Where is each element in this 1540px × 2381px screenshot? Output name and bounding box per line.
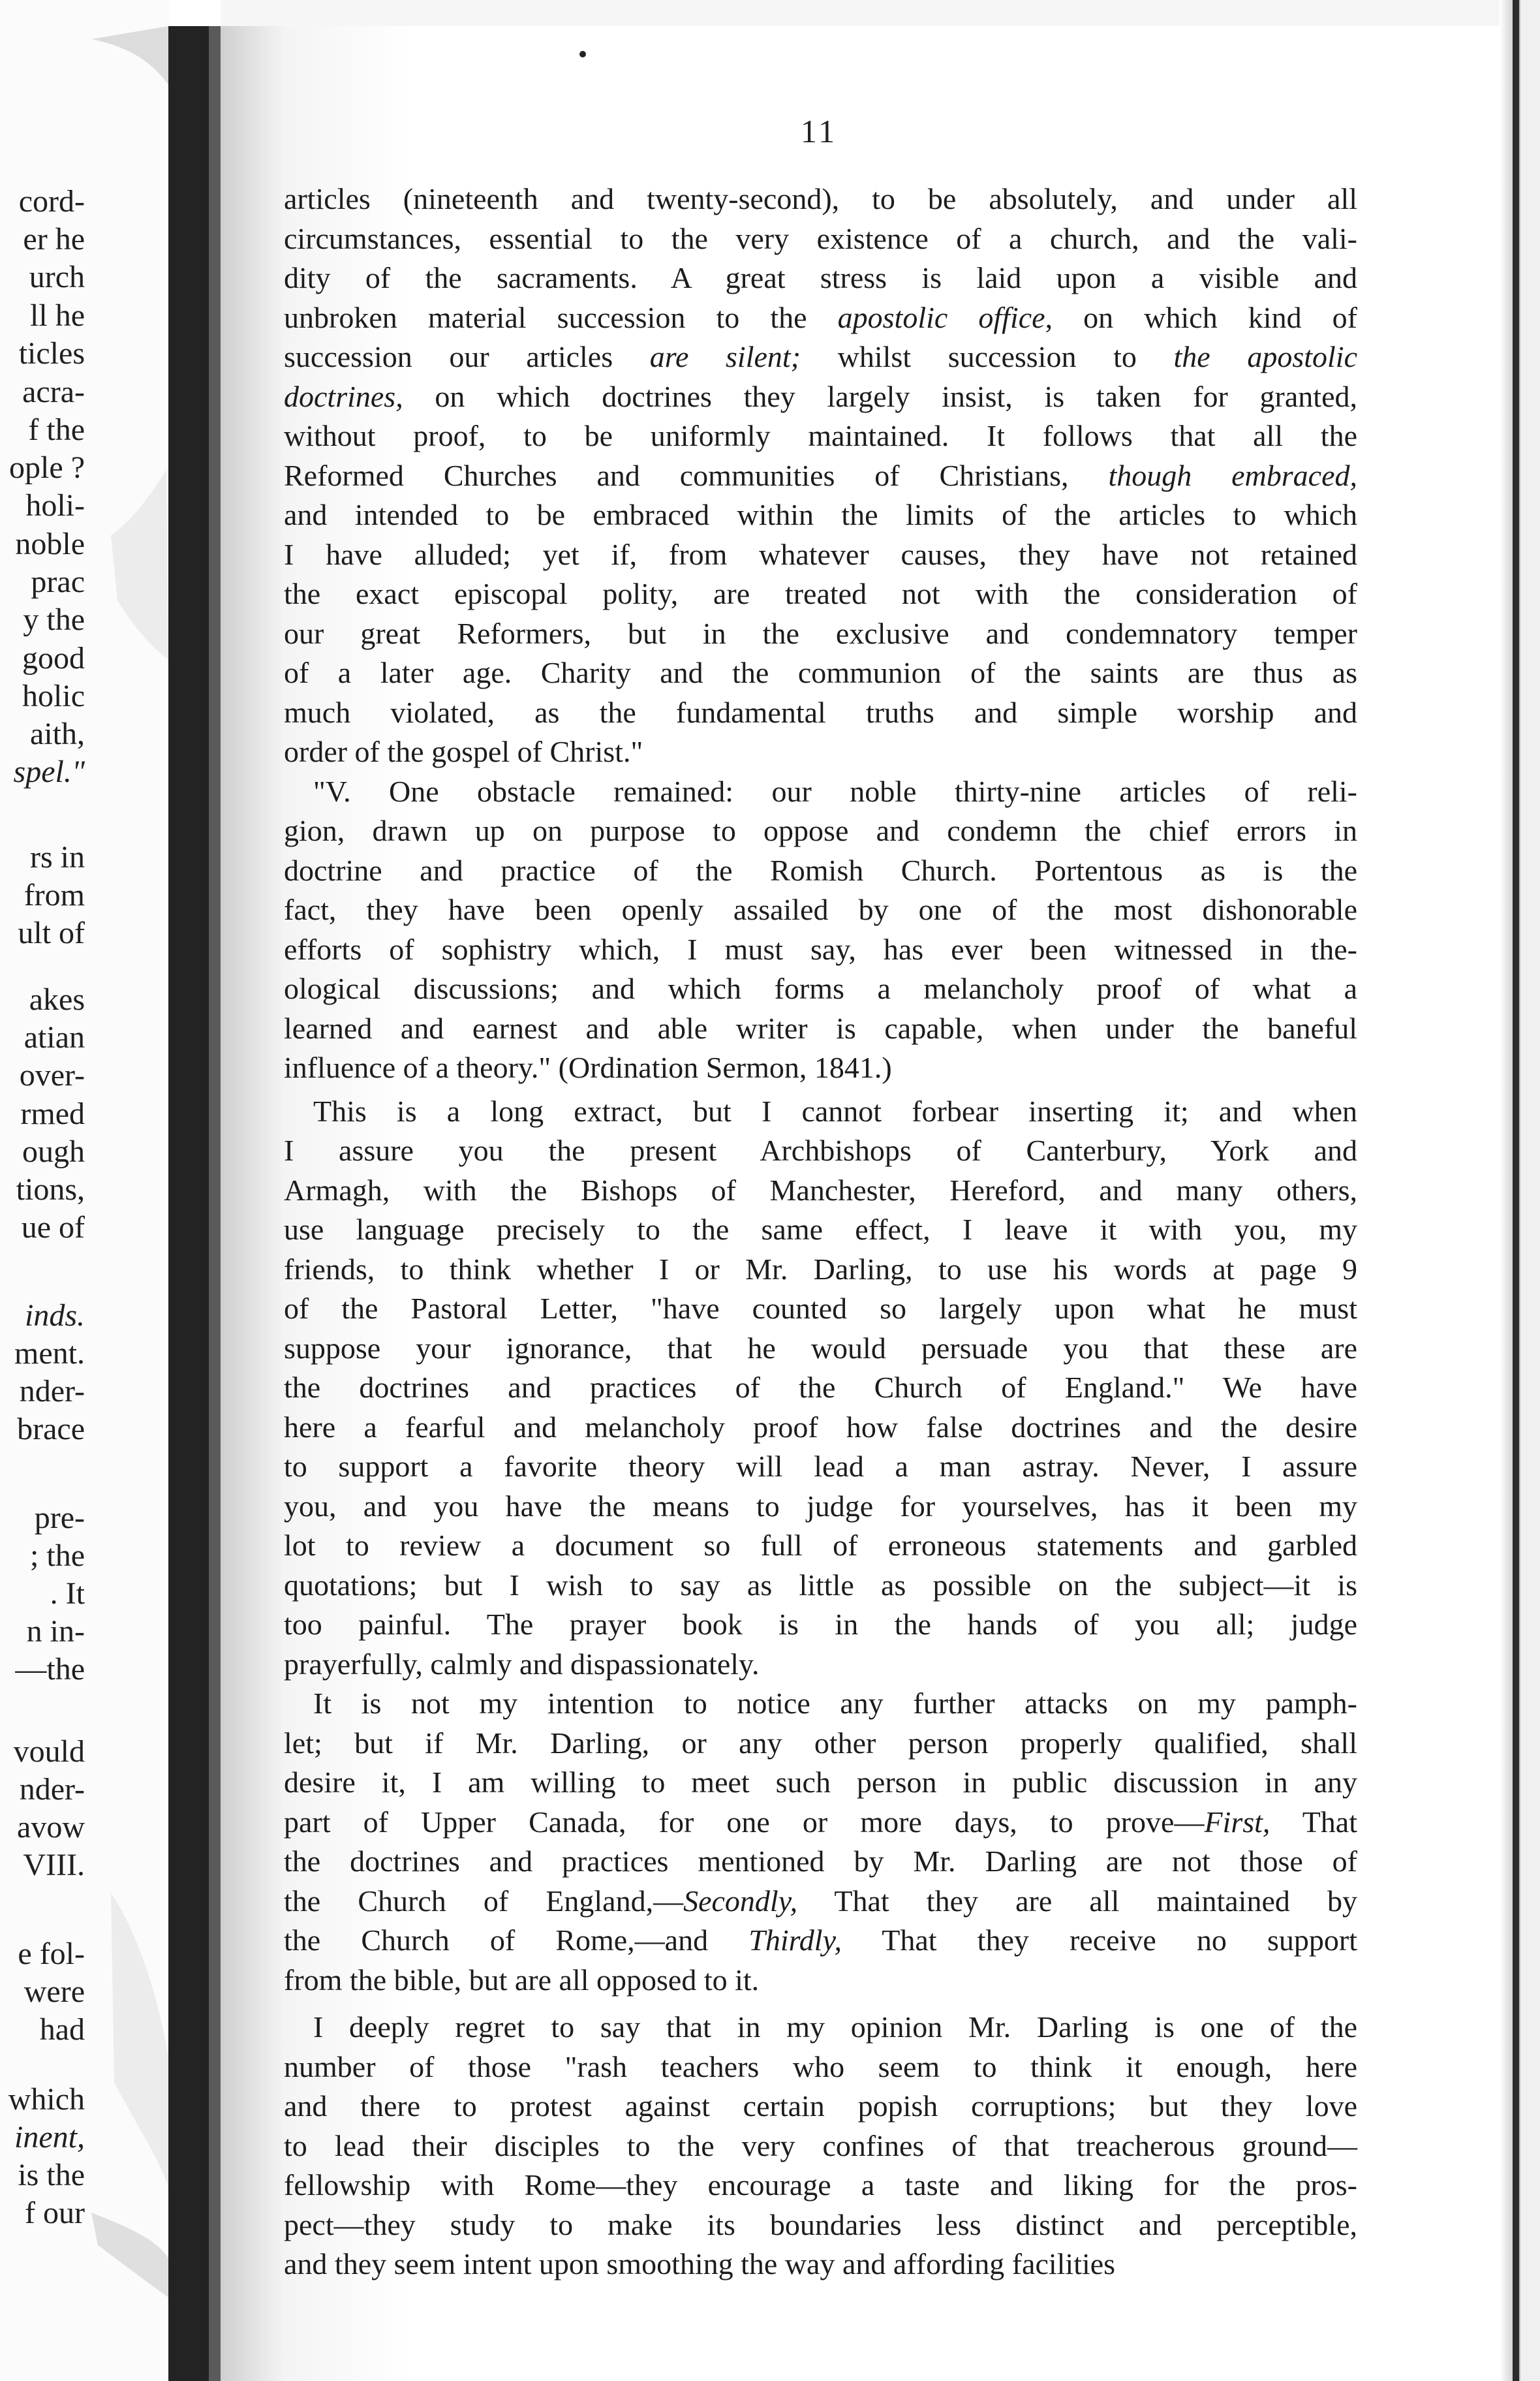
left-margin-fragment: ue of xyxy=(21,1210,85,1245)
left-margin-fragment: n in- xyxy=(26,1614,85,1649)
left-margin-fragment: urch xyxy=(29,260,85,294)
left-margin-fragment: vould xyxy=(13,1734,85,1769)
left-margin-fragment: spel." xyxy=(13,755,85,789)
text-line: to support a favorite theory will lead a man astray. Never, I assure xyxy=(284,1450,1357,1483)
text-line: let; but if Mr. Darling, or any other person properly qualified, shall xyxy=(284,1726,1357,1760)
text-line: and there to protest against certain popish corruptions; but they love xyxy=(284,2089,1357,2123)
left-margin-fragment: noble xyxy=(15,527,85,561)
text-line: use language precisely to the same effect, I leave it with you, my xyxy=(284,1213,1357,1246)
text-line: friends, to think whether I or Mr. Darling, to use his words at page 9 xyxy=(284,1252,1357,1286)
text-line: ological discussions; and which forms a melancholy proof of what a xyxy=(284,972,1357,1005)
left-margin-fragment: nder- xyxy=(19,1772,85,1807)
left-margin-fragment: holic xyxy=(22,679,85,713)
text-line: doctrine and practice of the Romish Church. Portentous as is the xyxy=(284,853,1357,887)
binding-gutter xyxy=(168,26,214,2381)
text-line: lot to review a document so full of erroneous statements and garbled xyxy=(284,1529,1357,1562)
text-line: "V. One obstacle remained: our noble thirty-nine articles of reli- xyxy=(313,774,1357,808)
left-margin-fragment: which xyxy=(8,2082,85,2117)
text-line: influence of a theory." (Ordination Sermon, 1841.) xyxy=(284,1051,892,1084)
paragraph xyxy=(284,1092,1357,1685)
text-line: I deeply regret to say that in my opinion Mr. Darling is one of the xyxy=(313,2010,1357,2044)
left-margin-fragment: avow xyxy=(17,1810,85,1844)
left-margin-fragment: akes xyxy=(29,982,85,1017)
text-line: you, and you have the means to judge for yourselves, has it been my xyxy=(284,1489,1357,1523)
text-line: I assure you the present Archbishops of Canterbury, York and xyxy=(284,1134,1357,1167)
text-line: too painful. The prayer book is in the hands of you all; judge xyxy=(284,1608,1357,1641)
text-line: suppose your ignorance, that he would persuade you that these are xyxy=(284,1331,1357,1365)
text-line: prayerfully, calmly and dispassionately. xyxy=(284,1647,760,1681)
left-margin-fragment: —the xyxy=(15,1652,85,1687)
text-line: number of those "rash teachers who seem to think it enough, here xyxy=(284,2049,1357,2083)
text-line: circumstances, essential to the very existence of a church, and the vali- xyxy=(284,221,1357,255)
left-margin-fragment: pre- xyxy=(34,1501,85,1535)
left-margin-fragment: from xyxy=(23,878,85,912)
text-line: the exact episcopal polity, are treated not with the consideration of xyxy=(284,577,1357,610)
text-line: the doctrines and practices mentioned by Mr. Darling are not those of xyxy=(284,1844,1357,1878)
left-margin-fragment: ticles xyxy=(18,336,85,371)
left-margin-fragment: ople ? xyxy=(9,450,85,485)
text-line: to lead their disciples to the very confines of that treacherous ground— xyxy=(284,2128,1357,2162)
left-margin-fragment: e fol- xyxy=(18,1937,85,1971)
left-margin-fragment: were xyxy=(23,1974,85,2009)
paragraph xyxy=(284,2008,1357,2284)
left-margin-fragment: nder- xyxy=(19,1374,85,1408)
text-line: part of Upper Canada, for one or more days, to prove—First, That xyxy=(284,1805,1357,1839)
page-body-text xyxy=(284,179,1357,2284)
left-margin-fragment: ; the xyxy=(30,1538,85,1573)
left-margin-fragment: ll he xyxy=(30,298,85,333)
left-margin-fragment: atian xyxy=(23,1020,85,1055)
left-margin-fragment: inds. xyxy=(24,1298,85,1333)
text-line: unbroken material succession to the apostolic office, on which kind of xyxy=(284,300,1357,334)
text-line: fellowship with Rome—they encourage a taste and liking for the pros- xyxy=(284,2168,1357,2202)
left-margin-fragment: rs in xyxy=(30,840,85,875)
text-line: This is a long extract, but I cannot forbear inserting it; and when xyxy=(313,1094,1357,1128)
paragraph xyxy=(284,1684,1357,2000)
left-margin-fragment: rmed xyxy=(20,1097,85,1131)
left-margin-fragment: er he xyxy=(23,222,85,257)
text-line: quotations; but I wish to say as little as possible on the subject—it is xyxy=(284,1568,1357,1602)
left-margin-fragment: good xyxy=(22,641,85,676)
left-margin-fragment: . It xyxy=(50,1576,85,1611)
text-line: efforts of sophistry which, I must say, has ever been witnessed in the- xyxy=(284,932,1357,966)
left-margin-fragment: f our xyxy=(25,2196,85,2230)
text-line: pect—they study to make its boundaries less distinct and perceptible, xyxy=(284,2207,1357,2241)
left-margin-fragment: aith, xyxy=(30,717,85,751)
paragraph xyxy=(284,772,1357,1088)
text-line: articles (nineteenth and twenty-second), to be absolutely, and under all xyxy=(284,182,1357,215)
text-line: order of the gospel of Christ." xyxy=(284,735,643,768)
left-margin-fragment: acra- xyxy=(22,375,85,409)
text-line: much violated, as the fundamental truths and simple worship and xyxy=(284,695,1357,729)
text-line: I have alluded; yet if, from whatever causes, they have not retained xyxy=(284,537,1357,571)
left-margin-fragment: ough xyxy=(22,1134,85,1169)
left-margin-fragment: is the xyxy=(18,2158,85,2192)
text-line: and intended to be embraced within the limits of the articles to which xyxy=(284,498,1357,531)
left-margin-fragment: cord- xyxy=(18,184,85,219)
text-line: the doctrines and practices of the Church of England." We have xyxy=(284,1371,1357,1404)
text-line: our great Reformers, but in the exclusive and condemnatory temper xyxy=(284,616,1357,650)
text-line: the Church of England,—Secondly, That they are all maintained by xyxy=(284,1884,1357,1918)
left-margin-fragment: y the xyxy=(23,602,85,637)
left-margin-fragment: holi- xyxy=(25,488,85,523)
left-margin-fragment: had xyxy=(39,2012,85,2047)
paragraph xyxy=(284,179,1357,772)
text-line: dity of the sacraments. A great stress is laid upon a visible and xyxy=(284,261,1357,294)
text-line: It is not my intention to notice any further attacks on my pamph- xyxy=(313,1687,1357,1720)
left-margin-fragment: tions, xyxy=(16,1172,85,1207)
left-margin-fragment: VIII. xyxy=(23,1848,85,1882)
text-line: the Church of Rome,—and Thirdly, That they receive no support xyxy=(284,1923,1357,1957)
text-line: here a fearful and melancholy proof how false doctrines and the desire xyxy=(284,1410,1357,1444)
left-margin-fragment: over- xyxy=(19,1058,85,1093)
text-line: from the bible, but are all opposed to it. xyxy=(284,1963,760,1997)
text-line: doctrines, on which doctrines they largely insist, is taken for granted, xyxy=(284,379,1357,413)
left-margin-fragment: prac xyxy=(31,565,85,599)
left-margin-fragment: ment. xyxy=(14,1336,85,1371)
text-line: fact, they have been openly assailed by one of the most dishonorable xyxy=(284,893,1357,926)
text-line: and they seem intent upon smoothing the way and affording facilities xyxy=(284,2247,1116,2280)
left-margin-fragment: brace xyxy=(17,1412,85,1446)
left-margin-fragment: f the xyxy=(28,412,85,447)
left-margin-fragment: inent, xyxy=(14,2120,85,2155)
text-line: succession our articles are silent; whilst succession to the apostolic xyxy=(284,340,1358,373)
text-line: of the Pastoral Letter, "have counted so largely upon what he must xyxy=(284,1292,1357,1325)
text-line: desire it, I am willing to meet such person in public discussion in any xyxy=(284,1766,1357,1799)
text-line: without proof, to be uniformly maintained. It follows that all the xyxy=(284,419,1357,452)
text-line: gion, drawn up on purpose to oppose and condemn the chief errors in xyxy=(284,814,1357,847)
text-line: Armagh, with the Bishops of Manchester, Hereford, and many others, xyxy=(284,1173,1357,1207)
text-line: learned and earnest and able writer is capable, when under the baneful xyxy=(284,1011,1357,1045)
left-page-fragments xyxy=(0,184,85,2230)
left-margin-fragment: ult of xyxy=(18,916,85,950)
text-line: Reformed Churches and communities of Christians, though embraced, xyxy=(284,458,1357,492)
text-line: of a later age. Charity and the communion of the saints are thus as xyxy=(284,656,1357,689)
page-number: 11 xyxy=(800,113,838,149)
